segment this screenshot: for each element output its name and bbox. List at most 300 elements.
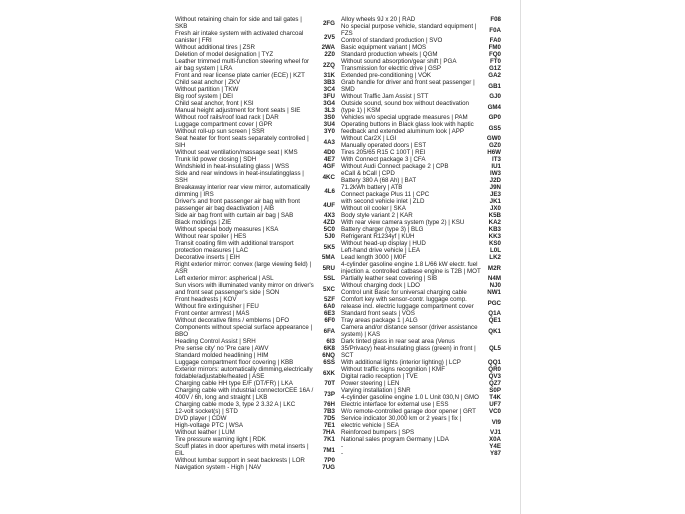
- equipment-description: 12-volt socket(s) | STD: [175, 408, 238, 415]
- equipment-description: Power steering | LEN: [341, 380, 400, 387]
- equipment-row: [175, 422, 335, 429]
- equipment-description: Front headrests | KOV: [175, 296, 237, 303]
- equipment-description: Charging cable mode 3, type 2 3.32 A | LKC: [175, 401, 296, 408]
- equipment-code: JE3: [489, 191, 501, 198]
- equipment-code: GZ0: [488, 142, 501, 149]
- equipment-description: Vehicles w/o special upgrade measures | PAM: [341, 114, 468, 121]
- equipment-code: 7K1: [323, 436, 335, 443]
- equipment-row: [175, 380, 335, 387]
- equipment-row: [341, 191, 501, 198]
- equipment-row: [175, 135, 335, 149]
- equipment-description: Fresh air intake system with activated charcoal canister | FRI: [175, 30, 304, 44]
- equipment-code: 2V5: [323, 33, 335, 41]
- equipment-code: FT0: [489, 58, 501, 65]
- equipment-row: [175, 93, 335, 100]
- equipment-description: Child seat anchor, front | KSI: [175, 100, 254, 107]
- equipment-code: 7UG: [322, 464, 335, 471]
- equipment-description: Dark tinted glass in rear seat area (Venus 35/Privacy) heat-insulating glass (green) in front | SCT: [341, 338, 476, 359]
- equipment-description: Black moldings | ZIE: [175, 219, 232, 226]
- equipment-row: [341, 72, 501, 79]
- equipment-description: Electric interface for external use | ESS: [341, 401, 449, 408]
- equipment-row: [175, 86, 335, 93]
- equipment-code: L0L: [489, 247, 501, 254]
- equipment-code: J9N: [489, 184, 501, 191]
- equipment-description: Alloy wheels 9J x 20 | RAD: [341, 16, 416, 23]
- equipment-row: [175, 114, 335, 121]
- equipment-description: Charging cable with industrial connectorCEE 16A / 400V / 6h, long and straight | LKB: [175, 387, 314, 401]
- equipment-row: [175, 366, 335, 380]
- equipment-code: VJ1: [489, 429, 501, 436]
- equipment-description: Operating buttons in Black glass look with haptic feedback and extended aluminum look | APP: [341, 121, 474, 135]
- equipment-description: Without leather | LUM: [175, 429, 235, 436]
- equipment-code: 6K8: [323, 345, 335, 352]
- equipment-description: Lead length 3000 | M0F: [341, 254, 407, 261]
- equipment-description: With additional lights (interior lighting) | LCP: [341, 359, 461, 366]
- equipment-row: [341, 240, 501, 247]
- equipment-code: QV3: [488, 373, 501, 380]
- equipment-description: 4-cylinder gasoline engine 1.8 L/66 kW electr. fuel injection a. controlled catbase engine is T2B | MOT: [341, 261, 481, 275]
- equipment-description: Heading Control Assist | SRH: [175, 338, 256, 345]
- equipment-code: 76H: [323, 401, 335, 408]
- equipment-row: [175, 359, 335, 366]
- equipment-description: Side and rear windows in heat-insulatingglass | SSH: [175, 170, 304, 184]
- equipment-row: [341, 149, 501, 156]
- equipment-row: [341, 65, 501, 72]
- equipment-row: [175, 310, 335, 317]
- equipment-row: [341, 121, 501, 135]
- equipment-row: [341, 359, 501, 366]
- equipment-row: [175, 16, 335, 30]
- equipment-row: [175, 345, 335, 352]
- equipment-row: [175, 338, 335, 345]
- equipment-row: [175, 79, 335, 86]
- equipment-code: 4KC: [322, 173, 335, 181]
- equipment-row: [341, 100, 501, 114]
- equipment-code: IW3: [489, 170, 501, 177]
- equipment-description: Standard production wheels | QGM: [341, 51, 438, 58]
- equipment-row: [341, 58, 501, 65]
- equipment-code: IT3: [492, 156, 501, 163]
- equipment-description: Left-hand drive vehicle | LEA: [341, 247, 420, 254]
- equipment-row: [175, 254, 335, 261]
- equipment-code: 4D0: [323, 149, 335, 156]
- equipment-code: 5RU: [322, 264, 335, 272]
- equipment-code: 6SS: [323, 359, 335, 366]
- equipment-code: GM4: [487, 103, 501, 111]
- equipment-code: KA2: [488, 219, 501, 226]
- equipment-row: [175, 30, 335, 44]
- equipment-code: QQ1: [487, 359, 501, 366]
- equipment-code: 6E3: [323, 310, 335, 317]
- equipment-description: W/o remote-controlled garage door opener | GRT: [341, 408, 476, 415]
- equipment-code: J2D: [489, 177, 501, 184]
- equipment-description: Without special body measures | KSA: [175, 226, 279, 233]
- equipment-code: 7B3: [323, 408, 335, 415]
- equipment-row: [341, 198, 501, 205]
- equipment-code: Y4E: [489, 443, 501, 450]
- equipment-description: Pre sense city' no 'Pre care | AWV: [175, 345, 269, 352]
- equipment-row: [341, 93, 501, 100]
- equipment-description: Camera and/or distance sensor (driver assistance system) | KAS: [341, 324, 478, 338]
- equipment-code: 2FG: [322, 19, 335, 27]
- equipment-code: 6I3: [326, 338, 335, 345]
- equipment-description: Tire pressure warning light | RDK: [175, 436, 266, 443]
- equipment-row: [341, 156, 501, 163]
- equipment-code: GJ0: [489, 93, 501, 100]
- equipment-description: Manually operated doors | EST: [341, 142, 427, 149]
- equipment-row: [175, 156, 335, 163]
- equipment-description: Left exterior mirror: aspherical | ASL: [175, 275, 274, 282]
- equipment-code: GB1: [488, 82, 501, 90]
- equipment-code: M2R: [487, 264, 501, 272]
- equipment-row: [341, 163, 501, 170]
- equipment-row: [341, 212, 501, 219]
- equipment-code: 5C0: [323, 226, 335, 233]
- equipment-code: F08: [490, 16, 501, 23]
- equipment-description: Decorative inserts | EIH: [175, 254, 240, 261]
- equipment-code: LK2: [489, 254, 501, 261]
- equipment-row: [175, 387, 335, 401]
- equipment-row: [175, 58, 335, 72]
- equipment-code: FQ0: [488, 51, 501, 58]
- equipment-row: [341, 429, 501, 436]
- equipment-code: IU1: [491, 163, 501, 170]
- equipment-description: Without oil cooler | SKA: [341, 205, 406, 212]
- equipment-row: [175, 415, 335, 422]
- equipment-row: [175, 226, 335, 233]
- equipment-code: 7HA: [322, 429, 335, 436]
- equipment-description: Without Car2X | LGI: [341, 135, 397, 142]
- equipment-code: VC0: [488, 408, 501, 415]
- equipment-description: Luggage compartment floor covering | KBB: [175, 359, 294, 366]
- equipment-row: [341, 436, 501, 443]
- equipment-row: [175, 261, 335, 275]
- equipment-row: [341, 324, 501, 338]
- equipment-code: Y87: [489, 450, 501, 457]
- equipment-code: QZ7: [488, 380, 501, 387]
- equipment-description: With Connect package 3 | CFA: [341, 156, 426, 163]
- equipment-description: Breakaway interior rear view mirror, automatically dimming | IRS: [175, 184, 311, 198]
- equipment-description: Transmission for electric drive | GSP: [341, 65, 442, 72]
- equipment-description: Digital radio reception | TVE: [341, 373, 418, 380]
- equipment-code: 2WA: [321, 44, 335, 51]
- equipment-code: 7P0: [323, 457, 335, 464]
- equipment-code: QL5: [488, 345, 501, 352]
- equipment-code: JK1: [489, 198, 501, 205]
- equipment-code: F0A: [489, 26, 501, 34]
- equipment-code: FM0: [488, 44, 501, 51]
- equipment-code: 7M1: [322, 446, 335, 454]
- equipment-row: [341, 170, 501, 177]
- equipment-code: 6F0: [324, 317, 335, 324]
- equipment-description: Front center armrest | MAS: [175, 310, 250, 317]
- equipment-row: [175, 163, 335, 170]
- equipment-description: Right exterior mirror: convex (large viewing field) | ASR: [175, 261, 312, 275]
- equipment-row: [341, 16, 501, 23]
- equipment-description: Body style variant 2 | KAR: [341, 212, 413, 219]
- equipment-code: T4K: [489, 394, 501, 401]
- equipment-row: [341, 114, 501, 121]
- equipment-row: [175, 352, 335, 359]
- equipment-description: Exterior mirrors: automatically dimming,electrically foldable/adjustable/heated | ASE: [175, 366, 313, 380]
- equipment-description: Without Traffic Jam Assist | STT: [341, 93, 429, 100]
- equipment-code: QE1: [488, 317, 501, 324]
- equipment-description: 71.2kWh battery | ATB: [341, 184, 403, 191]
- equipment-description: Without head-up display | HUD: [341, 240, 426, 247]
- equipment-code: 2Z0: [324, 51, 335, 58]
- equipment-description: Standard molded headlining | HIM: [175, 352, 269, 359]
- equipment-description: Without decorative films / emblems | DFO: [175, 317, 290, 324]
- equipment-code: 6XK: [322, 369, 335, 377]
- equipment-code: 7D5: [323, 415, 335, 422]
- equipment-row: [175, 443, 335, 457]
- equipment-description: Connect package Plus 11 | CPC: [341, 191, 430, 198]
- equipment-code: Q1A: [488, 310, 501, 317]
- equipment-row: [175, 240, 335, 254]
- equipment-description: No special purpose vehicle, standard equipment | FZS: [341, 23, 477, 37]
- equipment-row: [175, 457, 335, 464]
- equipment-description: Without lumbar support in seat backrests | LOR: [175, 457, 305, 464]
- equipment-code: 4A3: [323, 138, 335, 146]
- equipment-description: Battery charger (type 3) | BLG: [341, 226, 424, 233]
- equipment-code: 6FA: [323, 327, 335, 335]
- equipment-row: [175, 198, 335, 212]
- equipment-code: X0A: [488, 436, 501, 443]
- equipment-description: Extended pre-conditioning | VOK: [341, 72, 432, 79]
- equipment-row: [175, 170, 335, 184]
- equipment-row: [175, 149, 335, 156]
- equipment-row: [341, 366, 501, 373]
- equipment-description: Tires 205/65 R15 C 100T | REI: [341, 149, 426, 156]
- equipment-row: [175, 233, 335, 240]
- equipment-row: [175, 317, 335, 324]
- equipment-row: [175, 219, 335, 226]
- equipment-code: GP0: [488, 114, 501, 121]
- equipment-row: [341, 310, 501, 317]
- equipment-description: Driver's and front passenger air bag with front passenger air bag deactivation | AIB: [175, 198, 300, 212]
- equipment-code: 4ZD: [323, 219, 335, 226]
- equipment-row: [341, 254, 501, 261]
- equipment-row: [341, 226, 501, 233]
- equipment-description: eCall & bCall | CPD: [341, 170, 395, 177]
- equipment-description: Navigation system - High | NAV: [175, 464, 262, 471]
- equipment-row: [341, 79, 501, 93]
- equipment-row: [341, 443, 501, 450]
- equipment-row: [341, 233, 501, 240]
- equipment-description: Without retaining chain for side and tail gates | SKB: [175, 16, 302, 30]
- equipment-code: 31K: [323, 72, 335, 79]
- equipment-description: Refrigerant R1234yf | KUH: [341, 233, 415, 240]
- equipment-description: Deletion of model designation | TYZ: [175, 51, 274, 58]
- equipment-row: [341, 373, 501, 380]
- equipment-code: QR0: [488, 366, 501, 373]
- equipment-row: [341, 44, 501, 51]
- equipment-code: 4X3: [323, 212, 335, 219]
- equipment-row: [341, 184, 501, 191]
- equipment-row: [341, 380, 501, 387]
- equipment-code: 5ZF: [323, 296, 335, 303]
- equipment-code: FA0: [489, 37, 501, 44]
- equipment-description: -: [341, 450, 344, 457]
- equipment-row: [175, 296, 335, 303]
- equipment-description: DVD player | CDW: [175, 415, 227, 422]
- equipment-description: Control unit Basic for universal charging cable: [341, 289, 467, 296]
- equipment-code: 6A0: [323, 303, 335, 310]
- equipment-row: [175, 100, 335, 107]
- equipment-row: [175, 464, 335, 471]
- equipment-description: Without seat ventilation/massage seat | KMS: [175, 149, 298, 156]
- equipment-row: [175, 121, 335, 128]
- equipment-description: Reinforced bumpers | SPS: [341, 429, 415, 436]
- equipment-description: Windshield in heat-insulating glass | WSS: [175, 163, 290, 170]
- equipment-description: Varying installation | SNR: [341, 387, 411, 394]
- equipment-code: 2ZQ: [322, 61, 335, 69]
- equipment-description: With rear view camera system (type 2) | KSU: [341, 219, 465, 226]
- equipment-code: 73P: [323, 390, 335, 398]
- equipment-description: with second vehicle inlet | ZLD: [341, 198, 425, 205]
- equipment-row: [175, 401, 335, 408]
- equipment-code: G1Z: [488, 65, 501, 72]
- equipment-code: KK3: [488, 233, 501, 240]
- equipment-code: 3L3: [324, 107, 335, 114]
- equipment-description: Without traffic signs recognition | KMF: [341, 366, 445, 373]
- equipment-row: [175, 303, 335, 310]
- equipment-code: 4UF: [323, 201, 335, 209]
- equipment-row: [341, 177, 501, 184]
- equipment-row: [175, 44, 335, 51]
- equipment-description: Standard front seats | VOS: [341, 310, 415, 317]
- equipment-description: Grab handle for driver and front seat passenger | SMD: [341, 79, 475, 93]
- equipment-code: 3S0: [323, 114, 335, 121]
- equipment-description: Luggage compartment cover | GPR: [175, 121, 273, 128]
- equipment-row: [341, 135, 501, 142]
- equipment-row: [175, 107, 335, 114]
- equipment-description: Transit coating film with additional transport protection measures | LAC: [175, 240, 294, 254]
- equipment-description: Seat heater for front seats separately controlled | SIH: [175, 135, 309, 149]
- equipment-code: KS0: [488, 240, 501, 247]
- equipment-row: [341, 289, 501, 296]
- page-divider: [520, 0, 521, 514]
- equipment-row: [175, 324, 335, 338]
- equipment-row: [175, 51, 335, 58]
- equipment-description: -: [341, 443, 344, 450]
- equipment-row: [341, 261, 501, 275]
- equipment-description: Manual height adjustment for front seats | SIE: [175, 107, 301, 114]
- equipment-row: [175, 429, 335, 436]
- equipment-row: [341, 408, 501, 415]
- equipment-row: [341, 394, 501, 401]
- equipment-description: Without Audi Connect package 2 | CPB: [341, 163, 449, 170]
- equipment-row: [341, 415, 501, 429]
- equipment-description: Without fire extinguisher | FEU: [175, 303, 259, 310]
- equipment-row: [341, 37, 501, 44]
- equipment-description: Side air bag front with curtain air bag | SAB: [175, 212, 294, 219]
- equipment-code: 3C4: [323, 86, 335, 93]
- equipment-code: 3Y0: [323, 128, 335, 135]
- equipment-row: [175, 72, 335, 79]
- equipment-code: 5SL: [323, 275, 335, 282]
- equipment-description: Front and rear license plate carrier (ECE) | KZT: [175, 72, 305, 79]
- equipment-code: GS5: [488, 124, 501, 132]
- equipment-row: [341, 142, 501, 149]
- equipment-code: 5J0: [324, 233, 335, 240]
- equipment-code: S0P: [489, 387, 501, 394]
- equipment-code: K5B: [488, 212, 501, 219]
- equipment-description: Without roof rails/roof load rack | DAR: [175, 114, 279, 121]
- equipment-code: NJ0: [489, 282, 501, 289]
- equipment-description: Without roll-up sun screen | SSR: [175, 128, 265, 135]
- right-column: [341, 16, 501, 457]
- equipment-code: 3B3: [323, 79, 335, 86]
- equipment-code: NW1: [487, 289, 501, 296]
- equipment-code: GA2: [488, 72, 501, 79]
- equipment-description: Battery 380 A (68 Ah) | BAT: [341, 177, 417, 184]
- equipment-code: QK1: [488, 327, 501, 335]
- equipment-description: Without rear spoiler | HES: [175, 233, 247, 240]
- equipment-row: [175, 275, 335, 282]
- equipment-description: Scuff plates in door apertures with metal inserts | EIL: [175, 443, 309, 457]
- equipment-code: 3G4: [323, 100, 335, 107]
- equipment-description: Charging cable HH type E/F (DT/FR) | LKA: [175, 380, 293, 387]
- equipment-code: JX0: [489, 205, 501, 212]
- equipment-description: Without sound absorption/gear shift | PGA: [341, 58, 457, 65]
- equipment-description: Without additional tires | ZSR: [175, 44, 256, 51]
- equipment-code: 4GF: [322, 163, 335, 170]
- equipment-row: [341, 317, 501, 324]
- equipment-description: National sales program Germany | LDA: [341, 436, 449, 443]
- equipment-row: [341, 275, 501, 282]
- equipment-row: [341, 23, 501, 37]
- equipment-row: [341, 205, 501, 212]
- equipment-code: GW0: [486, 135, 501, 142]
- equipment-code: 3U4: [323, 121, 335, 128]
- equipment-description: Big roof system | DEI: [175, 93, 233, 100]
- equipment-row: [175, 282, 335, 296]
- equipment-row: [341, 282, 501, 289]
- equipment-code: KB3: [488, 226, 501, 233]
- equipment-row: [175, 128, 335, 135]
- equipment-description: Service indicator 30,000 km or 2 years | fix | electric vehicle | SEA: [341, 415, 462, 429]
- equipment-code: H6W: [487, 149, 501, 156]
- equipment-row: [175, 436, 335, 443]
- equipment-description: Control of standard production | SVO: [341, 37, 443, 44]
- equipment-description: High-voltage PTC | WSA: [175, 422, 243, 429]
- equipment-row: [341, 247, 501, 254]
- equipment-row: [341, 387, 501, 394]
- equipment-description: Basic equipment variant | MOS: [341, 44, 427, 51]
- equipment-description: Tray areas package 1 | ALG: [341, 317, 418, 324]
- equipment-code: 5K5: [323, 243, 335, 251]
- equipment-description: Child seat anchor | ZKV: [175, 79, 241, 86]
- equipment-row: [341, 51, 501, 58]
- equipment-row: [341, 450, 501, 457]
- equipment-code: 5XC: [322, 285, 335, 293]
- equipment-description: Trunk lid power closing | SDH: [175, 156, 257, 163]
- equipment-code: VI9: [491, 418, 501, 426]
- equipment-code: 5MA: [321, 254, 335, 261]
- equipment-description: Without charging dock | LDO: [341, 282, 420, 289]
- equipment-description: Components without special surface appearance | BBO: [175, 324, 313, 338]
- equipment-row: [341, 338, 501, 359]
- equipment-code: 6NQ: [322, 352, 335, 359]
- equipment-row: [175, 184, 335, 198]
- equipment-description: Partially leather seat covering | SIB: [341, 275, 438, 282]
- equipment-row: [341, 296, 501, 310]
- equipment-code: UF7: [489, 401, 501, 408]
- equipment-row: [341, 401, 501, 408]
- equipment-description: Outside sound, sound box without deactivation (type 1) | KSM: [341, 100, 469, 114]
- equipment-description: 4-cylinder gasoline engine 1.0 L Unit 030,N | GMO: [341, 394, 479, 401]
